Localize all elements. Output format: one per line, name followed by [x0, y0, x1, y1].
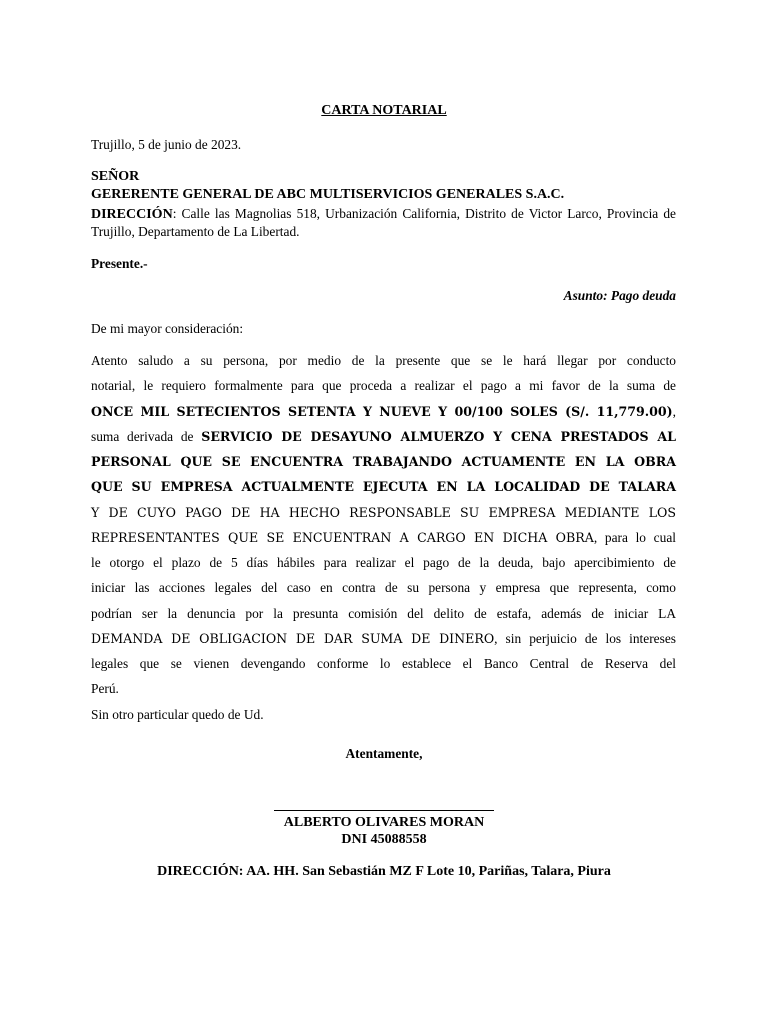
- letter-title: CARTA NOTARIAL: [321, 103, 447, 118]
- body-line: [91, 629, 676, 649]
- recipient-address: [91, 205, 676, 240]
- address-text: : Calle las Magnolias 518, Urbanización California, Distrito de Victor Larco, Provincia de Trujillo, Departamento de La Libertad.: [91, 206, 676, 239]
- closing-line: Sin otro particular quedo de Ud.: [91, 707, 264, 722]
- valediction: Atentamente,: [345, 746, 423, 761]
- body-line: podrían ser la denuncia por la presunta comisión del delito de estafa, además de iniciar LA: [91, 606, 676, 621]
- signature-line: [274, 810, 494, 811]
- body-text: , para lo cual: [593, 530, 676, 545]
- service-text: SERVICIO DE DESAYUNO ALMUERZO Y CENA PRESTADOS AL: [201, 429, 676, 444]
- body-text: , sin perjuicio de los intereses: [494, 631, 676, 646]
- body-line: [91, 528, 676, 548]
- body-line: Atento saludo a su persona, por medio de la presente que se le hará llegar por conducto: [91, 353, 676, 368]
- amount-text: ONCE MIL SETECIENTOS SETENTA Y NUEVE Y 00/100 SOLES (S/. 11,779.00): [91, 404, 673, 419]
- address-label: DIRECCIÓN: [91, 207, 173, 222]
- recipient-name: GERERENTE GENERAL DE ABC MULTISERVICIOS GENERALES S.A.C.: [91, 187, 565, 202]
- body-caps-text: DEMANDA DE OBLIGACION DE DAR SUMA DE DINERO: [91, 631, 495, 646]
- sender-address: DIRECCIÓN: AA. HH. San Sebastián MZ F Lote 10, Pariñas, Talara, Piura: [157, 864, 611, 879]
- subject-line: Asunto: Pago deuda: [563, 288, 676, 303]
- body-line: [91, 427, 676, 447]
- signer-name: ALBERTO OLIVARES MORAN: [283, 815, 485, 830]
- body-line: notarial, le requiero formalmente para que proceda a realizar el pago a mi favor de la suma de: [91, 378, 676, 393]
- body-line: Perú.: [91, 681, 119, 696]
- body-line: QUE SU EMPRESA ACTUALMENTE EJECUTA EN LA LOCALIDAD DE TALARA: [91, 479, 676, 494]
- recipient-salutation: SEÑOR: [91, 169, 140, 184]
- signer-dni: DNI 45088558: [341, 832, 427, 847]
- body-text: suma derivada de: [91, 429, 194, 444]
- greeting: De mi mayor consideración:: [91, 321, 244, 336]
- body-line: [91, 402, 676, 422]
- body-caps-text: REPRESENTANTES QUE SE ENCUENTRAN A CARGO EN DICHA OBRA: [91, 530, 594, 545]
- body-line: PERSONAL QUE SE ENCUENTRA TRABAJANDO ACTUAMENTE EN LA OBRA: [91, 454, 676, 469]
- body-line: le otorgo el plazo de 5 días hábiles para realizar el pago de la deuda, bajo apercibimiento de: [91, 555, 676, 570]
- body-line: Y DE CUYO PAGO DE HA HECHO RESPONSABLE SU EMPRESA MEDIANTE LOS: [91, 505, 676, 520]
- body-line: legales que se vienen devengando conforme lo establece el Banco Central de Reserva del: [91, 656, 676, 671]
- place-date: Trujillo, 5 de junio de 2023.: [91, 137, 242, 152]
- body-text: ,: [672, 404, 676, 419]
- body-line: iniciar las acciones legales del caso en contra de su persona y empresa que representa, como: [91, 580, 676, 595]
- presente-label: Presente.-: [91, 256, 148, 271]
